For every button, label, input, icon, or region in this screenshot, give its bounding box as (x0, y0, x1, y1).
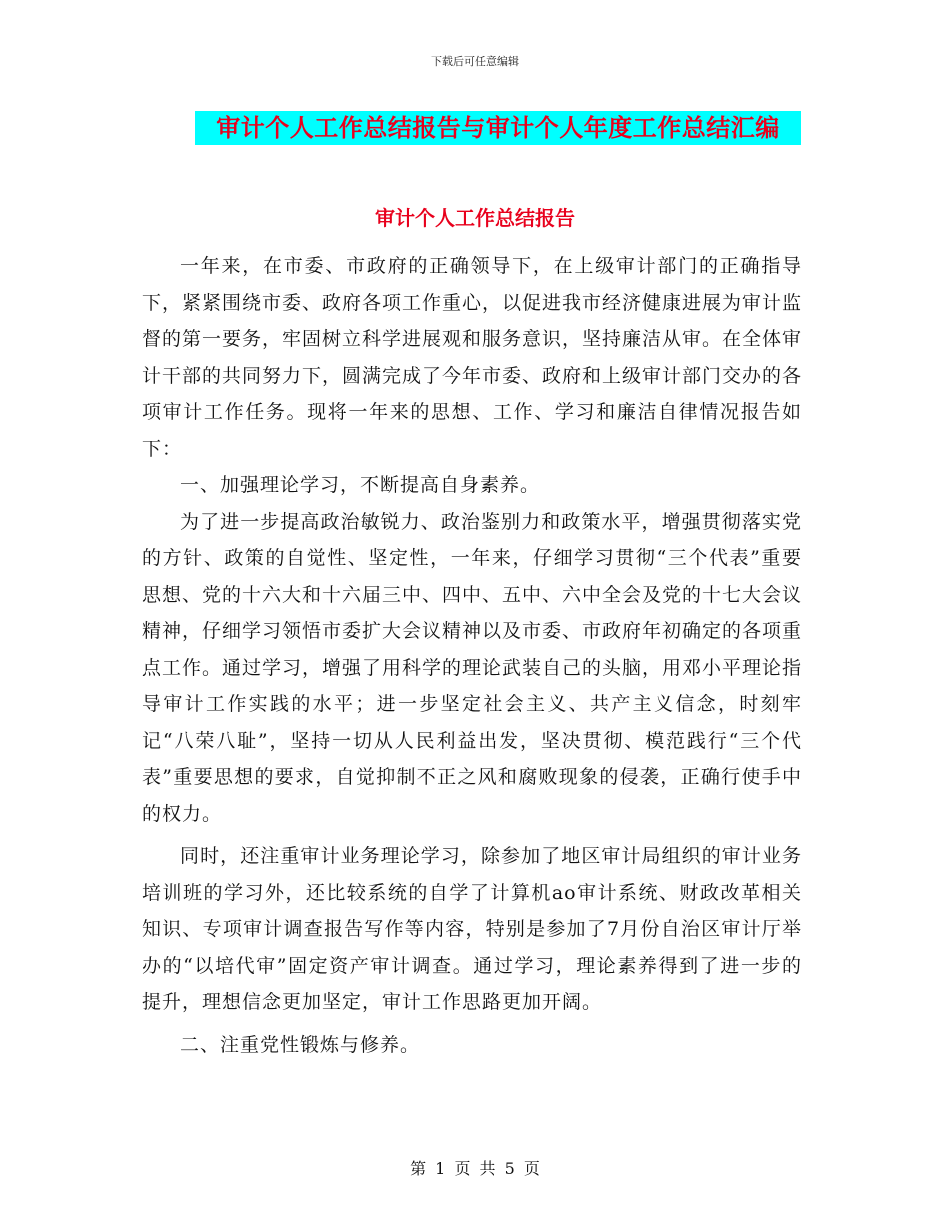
body-paragraph: 二、注重党性锻炼与修养。 (180, 1033, 421, 1056)
body-paragraph: 一年来，在市委、市政府的正确领导下，在上级审计部门的正确指导下，紧紧围绕市委、政府各项工作重心，以促进我市经济健康进展为审计监督的第一要务，牢固树立科学进展观和服务意识，坚持廉洁从审。在全体审计干部的共同努力下，圆满完成了今年市委、政府和上级审计部门交办的各项审计工作任务。现将一年来的思想、工作、学习和廉洁自律情况报告如下： (142, 255, 803, 460)
page-footer: 第 1 页 共 5 页 (410, 1159, 540, 1178)
body-paragraph: 为了进一步提高政治敏锐力、政治鉴别力和政策水平，增强贯彻落实党的方针、政策的自觉性、坚定性，一年来，仔细学习贯彻“三个代表”重要思想、党的十六大和十六届三中、四中、五中、六中全会及党的十七大会议精神，仔细学习领悟市委扩大会议精神以及市委、市政府年初确定的各项重点工作。通过学习，增强了用科学的理论武装自己的头脑，用邓小平理论指导审计工作实践的水平；进一步坚定社会主义、共产主义信念，时刻牢记“八荣八耻”，坚持一切从人民利益出发，坚决贯彻、模范践行“三个代表”重要思想的要求，自觉抑制不正之风和腐败现象的侵袭，正确行使手中的权力。 (142, 510, 803, 825)
body-paragraph: 一、加强理论学习，不断提高自身素养。 (180, 474, 541, 496)
document-body (142, 248, 802, 1063)
body-paragraph: 同时，还注重审计业务理论学习，除参加了地区审计局组织的审计业务培训班的学习外，还比较系统的自学了计算机ao审计系统、财政改革相关知识、专项审计调查报告写作等内容，特别是参加了7月份自治区审计厅举办的“以培代审”固定资产审计调查。通过学习，理论素养得到了进一步的提升，理想信念更加坚定，审计工作思路更加开阔。 (142, 845, 802, 1013)
page-header: 下载后可任意编辑 (431, 55, 519, 68)
section-title: 审计个人工作总结报告 (375, 206, 575, 230)
document-title: 审计个人工作总结报告与审计个人年度工作总结汇编 (195, 111, 801, 145)
